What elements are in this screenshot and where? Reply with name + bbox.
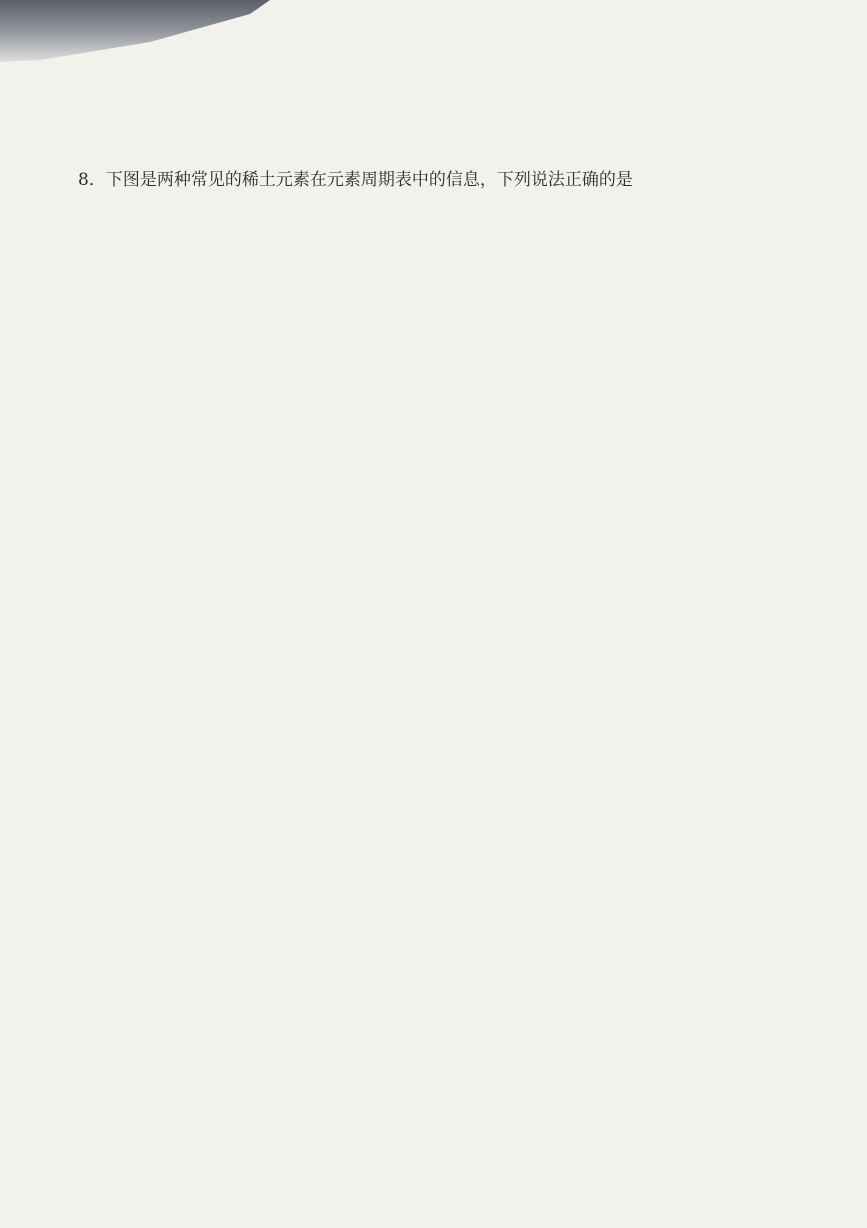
q8-stem-label: 8．下图是两种常见的稀土元素在元素周期表中的信息，下列说法正确的是 [78, 170, 633, 190]
page-shadow [0, 0, 867, 70]
